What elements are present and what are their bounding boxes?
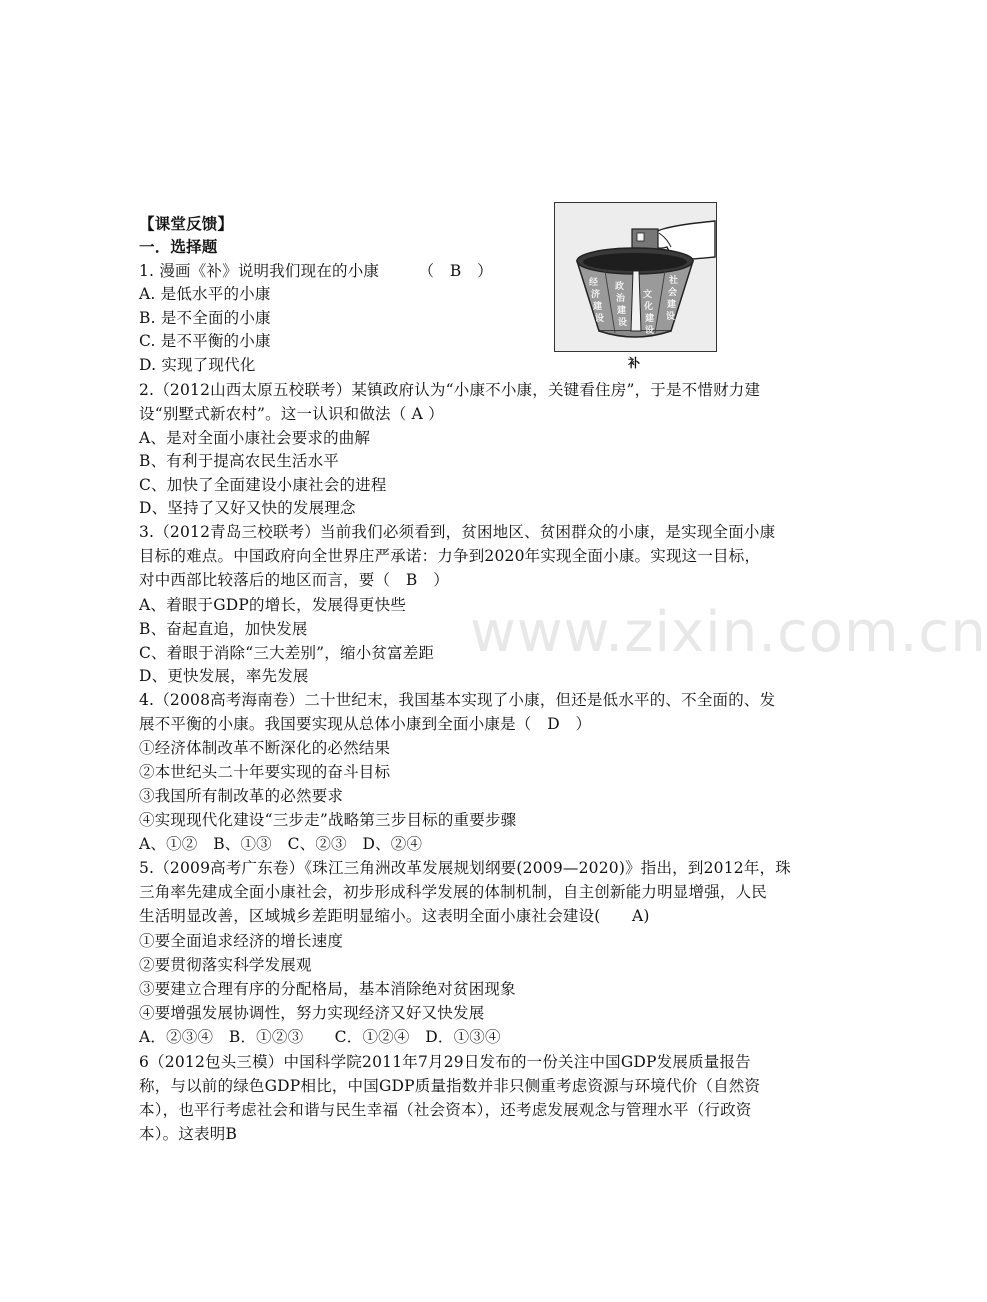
svg-text:设: 设 xyxy=(666,312,676,322)
svg-text:治: 治 xyxy=(616,294,626,304)
svg-text:设: 设 xyxy=(645,326,655,336)
text-line: 4.（2008高考海南卷）二十世纪末，我国基本实现了小康，但还是低水平的、不全面的、发 xyxy=(139,691,776,709)
text-line: 3.（2012青岛三校联考）当前我们必须看到，贫困地区、贫困群众的小康，是实现全面小康 xyxy=(139,523,776,541)
text-line: 生活明显改善，区域城乡差距明显缩小。这表明全面小康社会建设( A) xyxy=(139,907,650,925)
text-line: B、奋起直追，加快发展 xyxy=(139,620,308,638)
text-line: 1. 漫画《补》说明我们现在的小康 （ B ） xyxy=(139,262,493,280)
text-line: ③要建立合理有序的分配格局，基本消除绝对贫困现象 xyxy=(139,980,516,998)
text-line: 5.（2009高考广东卷）《珠江三角洲改革发展规划纲要(2009—2020)》指出，到2012年，珠 xyxy=(139,859,791,877)
text-line: ②本世纪头二十年要实现的奋斗目标 xyxy=(139,763,391,781)
text-line: ①要全面追求经济的增长速度 xyxy=(139,932,344,950)
text-line: 目标的难点。中国政府向全世界庄严承诺：力争到2020年实现全面小康。实现这一目标， xyxy=(139,547,761,565)
text-line: A、着眼于GDP的增长，发展得更快些 xyxy=(139,596,407,614)
cartoon-illustration xyxy=(554,202,717,352)
svg-text:设: 设 xyxy=(595,314,605,324)
watermark: www.zixin.com.cn xyxy=(470,600,987,665)
text-line: A、①② B、①③ C、②③ D、②④ xyxy=(139,835,423,853)
svg-text:会: 会 xyxy=(668,288,678,298)
text-line: C. 是不平衡的小康 xyxy=(139,332,271,350)
bucket-label-culture: 文 xyxy=(643,290,653,300)
bucket-cartoon-image xyxy=(555,203,715,350)
text-line: D. 实现了现代化 xyxy=(139,356,256,374)
text-line: 2.（2012山西太原五校联考）某镇政府认为“小康不小康，关键看住房”，于是不惜财力建 xyxy=(139,381,761,399)
svg-text:济: 济 xyxy=(591,290,601,300)
text-line: B、有利于提高农民生活水平 xyxy=(139,452,339,470)
text-line: 展不平衡的小康。我国要实现从总体小康到全面小康是（ D ） xyxy=(139,715,592,733)
text-line: ④要增强发展协调性，努力实现经济又好又快发展 xyxy=(139,1004,485,1022)
cartoon-caption: 补 xyxy=(628,356,641,370)
text-line: 称，与以前的绿色GDP相比，中国GDP质量指数并非只侧重考虑资源与环境代价（自然资 xyxy=(139,1077,761,1095)
bucket-label-society: 社 xyxy=(669,276,679,286)
text-line: ②要贯彻落实科学发展观 xyxy=(139,956,312,974)
subsection-title: 一．选择题 xyxy=(139,237,218,256)
svg-text:建: 建 xyxy=(617,306,627,316)
section-title: 【课堂反馈】 xyxy=(139,214,234,233)
svg-text:建: 建 xyxy=(667,300,677,310)
text-line: ④实现现代化建设“三步走”战略第三步目标的重要步骤 xyxy=(139,811,517,829)
text-line: C、加快了全面建设小康社会的进程 xyxy=(139,476,387,494)
text-line: 6（2012包头三模）中国科学院2011年7月29日发布的一份关注中国GDP发展质量报告 xyxy=(139,1053,751,1071)
svg-text:设: 设 xyxy=(618,318,628,328)
text-line: 本），也平行考虑社会和谐与民生幸福（社会资本），还考虑发展观念与管理水平（行政资 xyxy=(139,1101,752,1119)
text-line: 三角率先建成全面小康社会，初步形成科学发展的体制机制，自主创新能力明显增强，人民 xyxy=(139,883,768,901)
bucket-label-politics: 政 xyxy=(615,282,625,292)
bucket-label-economy: 经 xyxy=(589,278,599,288)
text-line: D、更快发展，率先发展 xyxy=(139,667,309,685)
text-line: A. 是低水平的小康 xyxy=(139,285,271,303)
text-line: B. 是不全面的小康 xyxy=(139,309,271,327)
text-line: C、着眼于消除“三大差别”，缩小贫富差距 xyxy=(139,644,435,662)
svg-text:建: 建 xyxy=(593,302,603,312)
text-line: ①经济体制改革不断深化的必然结果 xyxy=(139,739,391,757)
text-line: 对中西部比较落后的地区而言，要（ B ） xyxy=(139,571,449,589)
text-line: D、坚持了又好又快的发展理念 xyxy=(139,499,356,517)
svg-text:建: 建 xyxy=(645,314,655,324)
text-line: 设“别墅式新农村”。这一认识和做法（ A ） xyxy=(139,405,444,423)
text-line: 本）。这表明B xyxy=(139,1125,238,1143)
text-line: A．②③④ B．①②③ C．①②④ D．①③④ xyxy=(139,1028,501,1046)
svg-text:化: 化 xyxy=(644,302,654,312)
text-line: A、是对全面小康社会要求的曲解 xyxy=(139,429,371,447)
text-line: ③我国所有制改革的必然要求 xyxy=(139,787,344,805)
